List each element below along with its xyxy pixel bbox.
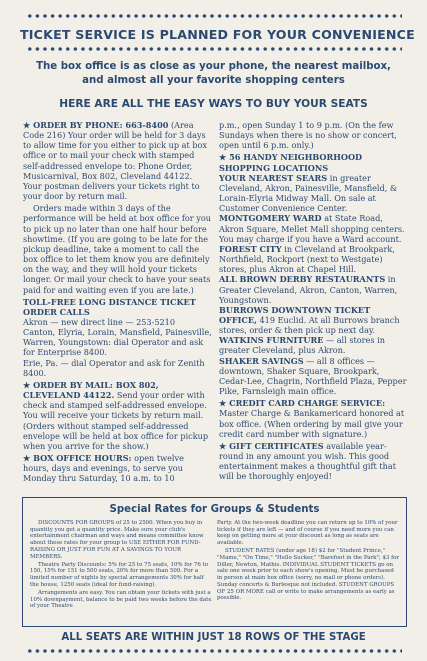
theatre-party-continued: Party. At the two-week deadline you can return up to 10% of your tickets if they are left — and of course if you need more you can keep on getting more at your discount as long as seats are available. bbox=[217, 520, 398, 547]
erie-line: Erie, Pa. — dial Operator and ask for Zenith 8400. bbox=[23, 357, 205, 378]
gift-certificate-text: available year-round in any amount you wish. This good entertainment makes a thoughtful gift that will be thoroughly enjoyed! bbox=[219, 440, 396, 482]
credit-card-heading: ★ CREDIT CARD CHARGE SERVICE: bbox=[219, 398, 386, 409]
watkins-heading: WATKINS FURNITURE bbox=[219, 335, 324, 346]
right-column bbox=[219, 120, 408, 483]
phone-order-text-2: Orders made within 3 days of the performance will be held at box office for you to pick up no later than one half hour before showtime. (If you are going to be late for the pickup deadline, take a moment to call the box office to let them know you are definitely on the way, and they will hold your tickets longer. Or mail your check to have your seats paid for and waiting even if you are late.) bbox=[23, 203, 211, 295]
left-column bbox=[23, 120, 212, 485]
student-rates-text: STUDENT RATES (under age 18) $2 for "Student Prince," "Mame," "On Time," "Hello Sucker," "Barefoot in the Park"; $3 for Diller, Newton, Mathis. INDIVIDUAL STUDENT TICKETS go on sale one week prior to each show's opening. Must be purchased in person at main box office (sorry, no mail or phone orders). Sunday concerts & Burlesque not included. STUDENT GROUPS OF 25 OR MORE call or write to make arrangements as early as possible. bbox=[217, 548, 399, 602]
headline-dotted-rule bbox=[26, 46, 402, 52]
special-rates-title: Special Rates for Groups & Students bbox=[109, 504, 320, 515]
sears-entry bbox=[219, 173, 408, 214]
watkins-entry bbox=[219, 335, 408, 355]
theatre-party-text: Theatre Party Discounts: 5% for 25 to 75 seats, 10% for 76 to 150, 15% for 151 to 500 seats, 20% for more than 500. For a limited number of nights by special arrangements 30% for half the house, 1250 seats (ideal for fund-raising). bbox=[30, 561, 208, 588]
forest-city-entry bbox=[219, 244, 408, 274]
shopping-locations-heading: ★ 56 HANDY NEIGHBORHOOD SHOPPING LOCATIONS bbox=[219, 152, 363, 173]
arrangements-text: Arrangements are easy. You can obtain your tickets with just a 10% downpayment, balance to be paid two weeks before the date of your Theatre bbox=[30, 590, 212, 610]
special-rates-right-column bbox=[217, 520, 399, 603]
ways-heading: HERE ARE ALL THE EASY WAYS TO BUY YOUR SEATS bbox=[59, 98, 368, 110]
mail-order-heading: ★ ORDER BY MAIL: BOX 802, CLEVELAND 44122. bbox=[23, 379, 159, 401]
watkins-text: — all stores in greater Cleveland, plus Akron. bbox=[219, 335, 385, 356]
brown-derby-entry bbox=[219, 274, 408, 304]
shaker-savings-heading: SHAKER SAVINGS bbox=[219, 355, 304, 366]
brown-derby-heading: ALL BROWN DERBY RESTAURANTS bbox=[219, 274, 386, 285]
akron-line: Akron — new direct line — 253-5210 bbox=[23, 316, 176, 327]
toll-free-heading: TOLL-FREE LONG DISTANCE TICKET ORDER CALLS bbox=[23, 296, 196, 317]
mail-order-section bbox=[23, 380, 212, 451]
credit-card-text: Master Charge & Bankamericard honored at box office. (When ordering by mail give your credit card number with signature.) bbox=[219, 408, 405, 439]
subheading bbox=[30, 60, 397, 88]
mail-order-text: Send your order with check and stamped self-addressed envelope. You will receive your tickets by return mail. (Orders without stamped self-addressed envelope will be held at box office for pickup when you arrive for the show.) bbox=[23, 390, 209, 451]
burrows-entry bbox=[219, 305, 408, 335]
montgomery-ward-heading: MONTGOMERY WARD bbox=[219, 213, 322, 224]
burrows-heading: BURROWS DOWNTOWN TICKET OFFICE, bbox=[219, 304, 371, 325]
footer-note: ALL SEATS ARE WITHIN JUST 18 ROWS OF THE STAGE bbox=[61, 632, 366, 643]
montgomery-ward-entry bbox=[219, 213, 408, 243]
forest-city-text: in Cleveland at Brookpark, Northfield, Rockport (next to Westgate) stores, plus Akron at Chapel Hill. bbox=[219, 243, 395, 275]
sears-text: in greater Cleveland, Akron, Painesville, Mansfield, & Lorain-Elyria Midway Mall. On sale at Customer Convenience Center. bbox=[219, 172, 398, 214]
burrows-text: 419 Euclid. At all Burrows branch stores, order & then pick up next day. bbox=[219, 314, 400, 336]
subheading-line-2: and almost all your favorite shopping centers bbox=[82, 74, 345, 86]
phone-order-heading: ★ ORDER BY PHONE: 663-8400 bbox=[23, 120, 169, 130]
group-discounts-text: DISCOUNTS FOR GROUPS of 25 to 2500. When you buy in quantity you get a quantity price. Make sure your club's entertainment chairman and ways and means committee know about these rates for your group to USE EITHER FOR FUND-RAISING OR JUST FOR FUN AT A SAVINGS TO YOUR MEMBERS. bbox=[30, 520, 204, 560]
top-dotted-rule bbox=[26, 13, 402, 19]
gift-certificate-heading: ★ GIFT CERTIFICATES bbox=[219, 440, 324, 451]
phone-order-text: (Area Code 216) Your order will be held for 3 days to allow time for you either to pick up at box office or to mail your check with stamped self-addressed envelope to: Phone Order, Musicarnival, Box 802, Cleveland 44122. Your postman delivers your tickets right to your door by return mail. bbox=[23, 120, 207, 202]
box-office-hours-heading: ★ BOX OFFICE HOURS: bbox=[23, 453, 132, 463]
canton-line: Canton, Elyria, Lorain, Mansfield, Painesville, Warren, Youngstown: dial Operator and ask for Enterprise 8400. bbox=[23, 327, 212, 358]
special-rates-left-column bbox=[30, 520, 212, 612]
box-office-hours-section bbox=[23, 453, 212, 483]
bottom-dotted-rule bbox=[26, 648, 402, 654]
sears-heading: YOUR NEAREST SEARS bbox=[219, 172, 328, 183]
gift-certificate-section bbox=[219, 441, 408, 482]
brown-derby-text: in Greater Cleveland, Akron, Canton, Warren, Youngstown. bbox=[219, 274, 398, 305]
shaker-savings-entry bbox=[219, 356, 408, 397]
hours-continued: p.m., open Sunday 1 to 9 p.m. (On the few Sundays when there is no show or concert, open until 6 p.m. only.) bbox=[219, 120, 397, 151]
forest-city-heading: FOREST CITY bbox=[219, 243, 282, 254]
montgomery-ward-text: at State Road, Akron Square, Mellet Mall shopping centers. You may charge if you have a Ward account. bbox=[219, 213, 405, 244]
phone-order-section bbox=[23, 120, 212, 201]
credit-card-section bbox=[219, 398, 408, 439]
special-rates-box bbox=[22, 497, 407, 627]
headline: TICKET SERVICE IS PLANNED FOR YOUR CONVENIENCE bbox=[20, 27, 415, 42]
subheading-line-1: The box office is as close as your phone, the nearest mailbox, bbox=[36, 61, 391, 72]
box-office-hours-text: open twelve hours, days and evenings, to serve you Monday thru Saturday, 10 a.m. to 10 bbox=[23, 453, 184, 484]
shaker-savings-text: — all 8 offices — downtown, Shaker Square, Brookpark, Cedar-Lee, Chagrin, Northfield Plaza, Pepper Pike, Farnsleigh main office. bbox=[219, 355, 407, 397]
